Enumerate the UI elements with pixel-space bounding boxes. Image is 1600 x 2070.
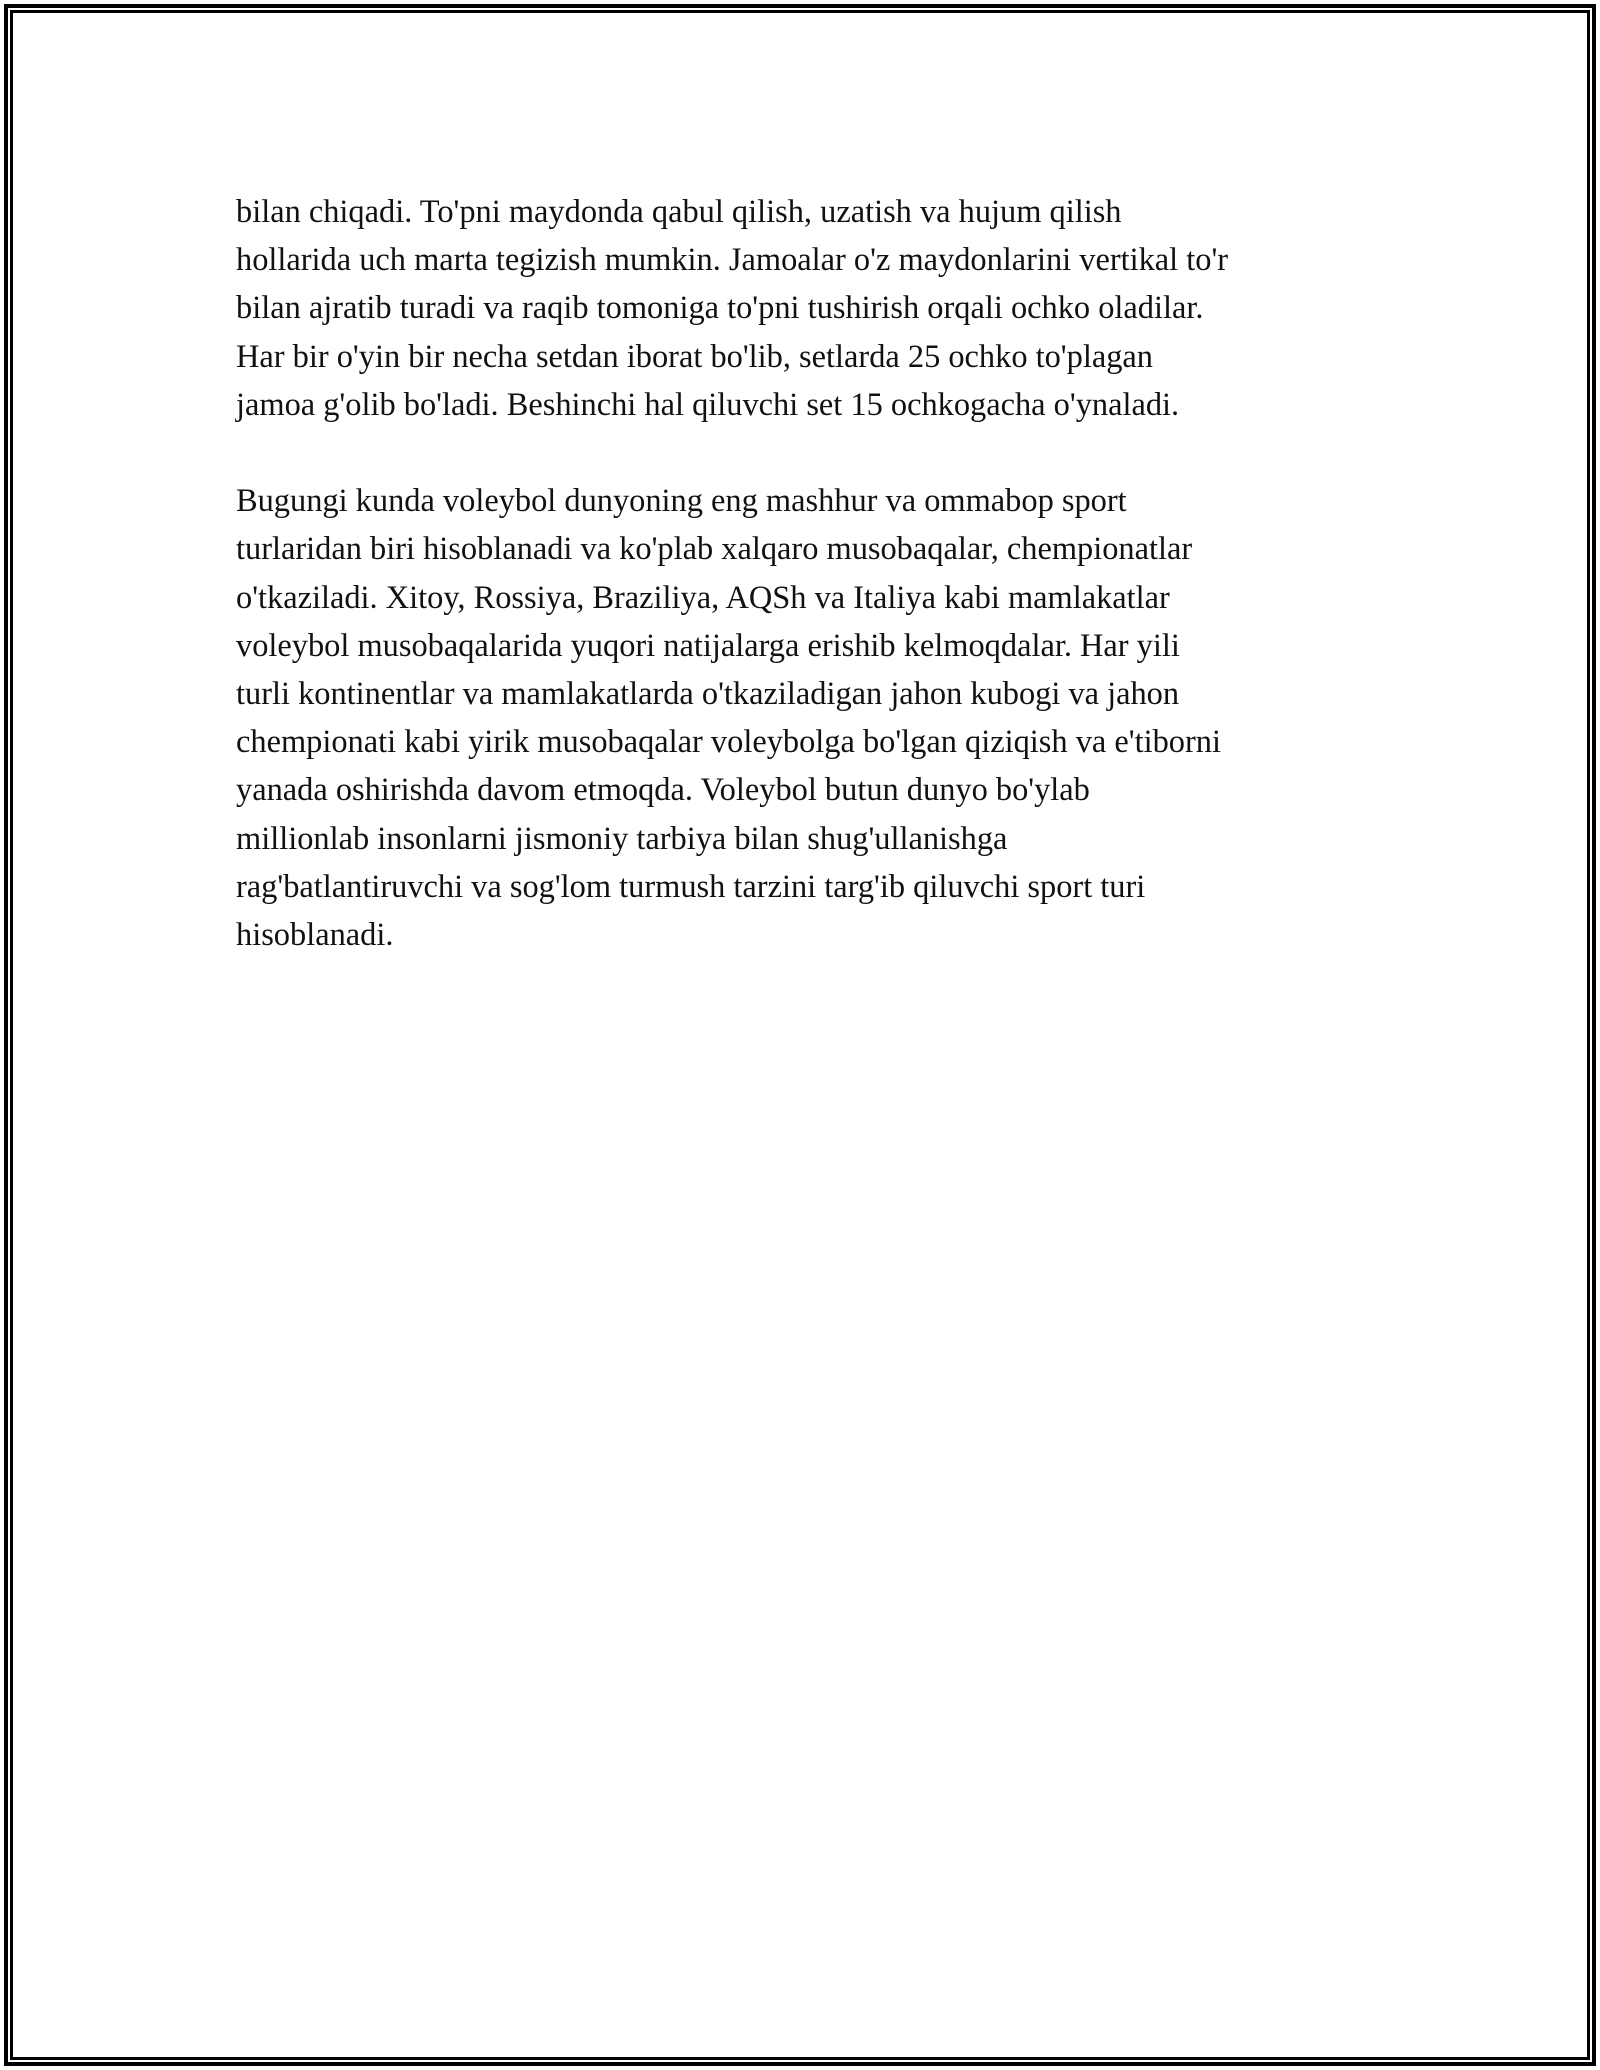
text-line: hollarida uch marta tegizish mumkin. Jamoalar o'z maydonlarini vertikal to'r — [236, 242, 1229, 279]
paragraph-rules — [236, 188, 1386, 429]
document-body — [236, 188, 1386, 959]
text-line: bilan ajratib turadi va raqib tomoniga to'pni tushirish orqali ochko oladilar. — [236, 290, 1204, 327]
text-line: millionlab insonlarni jismoniy tarbiya bilan shug'ullanishga — [236, 820, 1008, 857]
text-line: bilan chiqadi. To'pni maydonda qabul qilish, uzatish va hujum qilish — [236, 194, 1122, 230]
text-line: hisoblanadi. — [236, 917, 394, 954]
paragraph-popularity — [236, 477, 1386, 959]
text-line: voleybol musobaqalarida yuqori natijalarga erishib kelmoqdalar. Har yili — [236, 627, 1180, 664]
text-line: jamoa g'olib bo'ladi. Beshinchi hal qiluvchi set 15 ochkogacha o'ynaladi. — [236, 386, 1180, 423]
text-line: yanada oshirishda davom etmoqda. Voleybol butun dunyo bo'ylab — [236, 772, 1090, 809]
text-line: Har bir o'yin bir necha setdan iborat bo'lib, setlarda 25 ochko to'plagan — [236, 338, 1153, 375]
text-line: turlaridan biri hisoblanadi va ko'plab xalqaro musobaqalar, chempionatlar — [236, 531, 1193, 568]
text-line: Bugungi kunda voleybol dunyoning eng mashhur va ommabop sport — [236, 483, 1127, 520]
text-line: turli kontinentlar va mamlakatlarda o'tkaziladigan jahon kubogi va jahon — [236, 676, 1180, 713]
text-line: chempionati kabi yirik musobaqalar voleybolga bo'lgan qiziqish va e'tiborni — [236, 724, 1221, 761]
text-line: o'tkaziladi. Xitoy, Rossiya, Braziliya, AQSh va Italiya kabi mamlakatlar — [236, 579, 1170, 616]
text-line: rag'batlantiruvchi va sog'lom turmush tarzini targ'ib qiluvchi sport turi — [236, 868, 1146, 905]
